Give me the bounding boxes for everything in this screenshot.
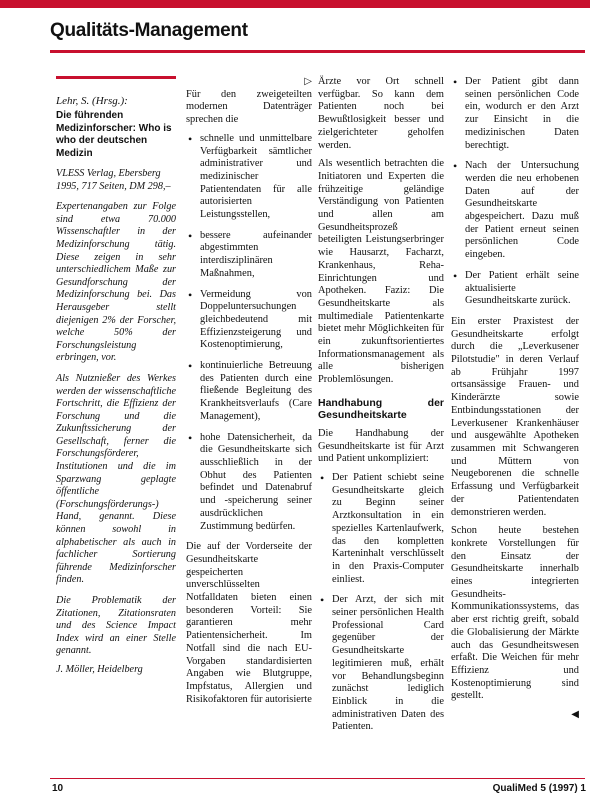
list-item: • hohe Datensicherheit, da die Gesundheitskarte sich ausschließlich in der Obhut des Patienten befindet und Datenabruf und -speicherung seiner ausdrücklichen Zustimmung bedürfen. xyxy=(186,432,312,534)
column-3-paragraph-1: Ein erster Praxistest der Gesundheitskarte erfolgt durch die „Leverkusener Pilotstudie" in deren Verlauf ab Frühjahr 1997 ortsansässige Frauen- und Kinderärzte sowie Entbindungsstationen der Leverkusener Krankenhäuser und ausgewählte Apotheken zusammen mit Schwangeren und Müttern von Neugeborenen die schnelle Erfassung und Verfügbarkeit der Patientendaten demonstrieren werden. xyxy=(451,315,579,518)
column-1-outro: Die auf der Vorderseite der Gesundheitskarte gespeicherten unverschlüsselten Notfalldaten bieten einen besonderen Vorteil: Sie garantieren mehr Patientensicherheit. Im Notfall sind die nach EU-Vorgaben standardisierten Angaben wie Blutgruppe, Impfstatus, Allergien und Risikofaktoren für autorisierte xyxy=(186,541,312,705)
review-signature: J. Möller, Heidelberg xyxy=(56,663,143,675)
sidebar-rule xyxy=(56,76,176,79)
book-review-sidebar xyxy=(56,76,176,776)
list-item: • Vermeidung von Doppeluntersuchungen gleichbedeutend mit Effizienzsteigerung und Kostenoptimierung, xyxy=(186,289,312,353)
handling-steps-list xyxy=(318,472,444,734)
list-item: • Der Patient gibt dann seinen persönlichen Code ein, wodurch er den Arzt zur Einsicht in die medizinischen Daten berechtigt. xyxy=(451,76,579,152)
list-item: • Der Patient erhält seine aktualisierte Gesundheitskarte zurück. xyxy=(451,270,579,308)
column-2-paragraph-1: Ärzte vor Ort schnell verfügbar. So kann dem Patienten noch bei Bewußtlosigkeit besser und zielgerichteter geholfen werden. xyxy=(318,76,444,151)
article-column-1 xyxy=(186,76,312,712)
column-2-paragraph-3: Die Handhabung der Gesundheitskarte ist für Arzt und Patient unkompliziert: xyxy=(318,427,444,465)
list-item: • kontinuierliche Betreuung des Patienten durch eine fließende Begleitung des Krankheitsverlaufs (Care Management), xyxy=(186,360,312,424)
journal-citation: QualiMed 5 (1997) 1 xyxy=(492,783,586,794)
handling-steps-list-cont xyxy=(451,76,579,308)
footer-rule xyxy=(50,778,585,779)
list-item: • Nach der Untersuchung werden die neu erhobenen Daten auf der Gesundheitskarte abgespeichert. Dazu muß der Patient erneut seinen persönlichen Code eingeben. xyxy=(451,160,579,262)
article-column-3 xyxy=(451,76,579,722)
review-book-title: Die führenden Medizinforscher: Who is who der deutschen Medizin xyxy=(56,110,172,159)
page-title: Qualitäts-Management xyxy=(50,20,248,41)
column-3-paragraph-2: Schon heute bestehen konkrete Vorstellungen für den Einsatz der Gesundheitskarte innerhalb eines integrierten Gesundheits-Kommunikationssystems, das aber erst richtig greift, sobald die Globalisierung der Märkte auch das Gesundheitswesen erfaßt. Die Weichen für mehr Effizienz und Kostenoptimierung sind gestellt. xyxy=(451,525,579,702)
review-author: Lehr, S. (Hrsg.): xyxy=(56,95,128,107)
column-2-paragraph-2: Als wesentlich betrachten die Initiatoren und Experten die frühzeitige geländige Verständigung von Patienten und allen am Gesundheitsprozeß beteiligten Leistungserbringer wie Hausarzt, Facharzt, Krankenhaus, Reha-Einrichtungen und Apotheken. Faziz: Die Gesundheitskarte als multimediale Patientenkarte bietet mehr Möglichkeiten für ein zukunftsorientiertes Informationsmanagement als alle bisherigen Problemlösungen. xyxy=(318,158,444,386)
review-publisher: VLESS Verlag, Ebersberg 1995, 717 Seiten, DM 298,– xyxy=(56,168,171,192)
list-item: • Der Patient schiebt seine Gesundheitskarte gleich zu Beginn seiner Arztkonsultation in ein spezielles Kartenlaufwerk, das den kompletten Karteninhalt verschlüsselt in den Praxis-Computer einliest. xyxy=(318,472,444,586)
list-item: • bessere aufeinander abgestimmten interdisziplinären Maßnahmen, xyxy=(186,230,312,281)
list-item: • Der Arzt, der sich mit seiner persönlichen Health Professional Card gegenüber der Gesundheitskarte legitimieren muß, erhält vor Behandlungsbeginn zunächst lediglich Einblick in die administrativen Daten des Patienten. xyxy=(318,594,444,734)
column-1-intro: Für den zweigeteilten modernen Datenträger sprechen die xyxy=(186,88,312,126)
header-rule xyxy=(50,50,585,53)
review-paragraph-2: Als Nutznießer des Werkes werden der wissenschaftliche Fortschritt, die Effizienz der Forschung und die Zukunftssicherung der Gesellschaft, ferner die Forschungsförderer, Institutionen und die im Sparzwang geplagte öffentliche (Forschungsförderungs-) Hand, genannt. Diese können sowohl in alphabetischer als auch in fachlicher Sortierung führende Medizinforscher finden. xyxy=(56,372,176,586)
section-heading: Handhabung der Gesundheitskarte xyxy=(318,396,444,422)
end-of-article-icon: ◀ xyxy=(571,709,579,721)
review-paragraph-1: Expertenangaben zur Folge sind etwa 70.000 Wissenschaftler in der Medizinforschung tätig. Diese zeigen in sehr unterschiedlichem Maße zur Gesundforschung der Medizinforschung bei. Das Herausgeber stellt diejenigen 2% der Forscher, welche 50% der Forschungsleistung erbringen, vor. xyxy=(56,201,176,364)
benefits-list xyxy=(186,133,312,533)
article-column-2 xyxy=(318,76,444,742)
review-paragraph-3: Die Problematik der Zitationen, Zitationsraten und des Science Impact Index wird an einer Stelle genannt. xyxy=(56,595,176,657)
continuation-arrow-icon: ▷ xyxy=(304,76,312,87)
top-accent-rule xyxy=(0,0,590,8)
list-item: • schnelle und unmittelbare Verfügbarkeit sämtlicher administrativer und medizinischer Patientendaten für alle autorisierten Leistungsstellen, xyxy=(186,133,312,222)
page-number: 10 xyxy=(52,783,64,794)
